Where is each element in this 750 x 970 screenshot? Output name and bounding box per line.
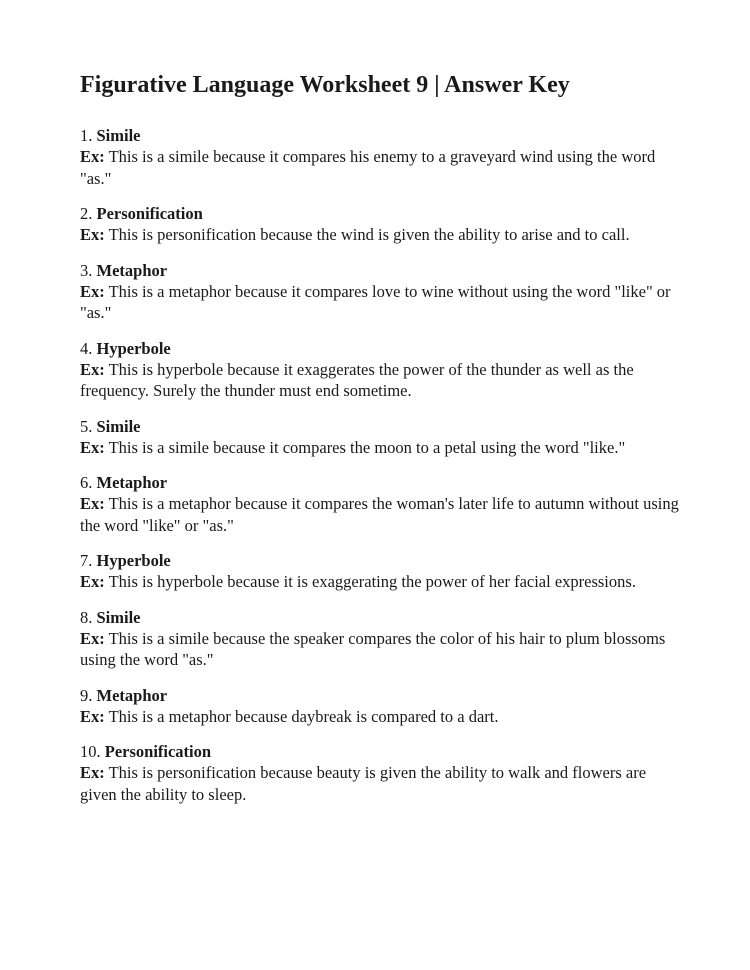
- answer-heading: [80, 338, 680, 359]
- answer-heading: [80, 125, 680, 146]
- answer-item: [80, 125, 680, 189]
- worksheet-page: [80, 70, 680, 819]
- answer-item: [80, 550, 680, 593]
- answer-explanation: [80, 224, 680, 246]
- answer-item: [80, 472, 680, 536]
- answer-explanation: [80, 571, 680, 593]
- answer-number: 5.: [80, 416, 93, 436]
- answer-number: 9.: [80, 685, 93, 705]
- explanation-text: This is personification because beauty is given the ability to walk and flowers are given the ability to sleep.: [80, 763, 647, 804]
- answer-number: 6.: [80, 473, 93, 492]
- answer-item: [80, 607, 680, 671]
- ex-label: Ex:: [80, 225, 105, 244]
- answer-number: 10.: [80, 742, 101, 761]
- answer-number: 1.: [80, 126, 93, 145]
- answer-number: 2.: [80, 204, 93, 223]
- answer-number: 7.: [80, 551, 93, 570]
- ex-label: Ex:: [80, 437, 105, 457]
- ex-label: Ex:: [80, 147, 105, 166]
- answer-explanation: [80, 146, 680, 189]
- answer-number: 8.: [80, 607, 93, 627]
- answer-heading: [80, 550, 680, 571]
- answer-explanation: [80, 706, 680, 728]
- explanation-text: This is hyperbole because it exaggerates the power of the thunder as well as the frequency. Surely the thunder must end sometime.: [80, 359, 634, 400]
- answer-explanation: [80, 493, 680, 536]
- answer-term: Metaphor: [96, 685, 168, 705]
- explanation-text: This is a metaphor because it compares love to wine without using the word "like" or "as.": [80, 281, 671, 322]
- answer-explanation: [80, 762, 680, 805]
- answer-term: Metaphor: [96, 473, 168, 492]
- answer-item: [80, 741, 680, 805]
- explanation-text: This is a simile because the speaker compares the color of his hair to plum blossoms using the word "as.": [80, 628, 666, 669]
- answer-term: Hyperbole: [96, 551, 171, 570]
- answer-heading: [80, 741, 680, 762]
- answer-term: Hyperbole: [96, 338, 171, 358]
- answer-term: Personification: [104, 742, 212, 761]
- ex-label: Ex:: [80, 628, 105, 648]
- explanation-text: This is a metaphor because it compares the woman's later life to autumn without using the word "like" or "as.": [80, 494, 679, 535]
- answer-item: [80, 203, 680, 246]
- answer-heading: [80, 472, 680, 493]
- explanation-text: This is personification because the wind is given the ability to arise and to call.: [108, 225, 630, 244]
- answer-number: 4.: [80, 338, 93, 358]
- ex-label: Ex:: [80, 572, 105, 591]
- answer-explanation: [80, 359, 680, 402]
- answer-heading: [80, 607, 680, 628]
- ex-label: Ex:: [80, 494, 105, 513]
- answer-term: Personification: [96, 204, 203, 223]
- page-title: Figurative Language Worksheet 9 | Answer Key: [80, 72, 570, 98]
- answer-heading: [80, 685, 680, 706]
- answer-item: [80, 685, 680, 728]
- answer-explanation: [80, 628, 680, 671]
- answer-item: [80, 416, 680, 459]
- explanation-text: This is a metaphor because daybreak is compared to a dart.: [108, 706, 499, 726]
- answer-number: 3.: [80, 260, 93, 280]
- ex-label: Ex:: [80, 281, 105, 301]
- ex-label: Ex:: [80, 763, 105, 782]
- answer-term: Simile: [96, 416, 141, 436]
- answer-term: Simile: [96, 607, 141, 627]
- answer-term: Metaphor: [96, 260, 168, 280]
- answer-explanation: [80, 437, 680, 459]
- answer-item: [80, 260, 680, 324]
- answer-item: [80, 338, 680, 402]
- explanation-text: This is hyperbole because it is exaggerating the power of her facial expressions.: [108, 572, 636, 591]
- answer-heading: [80, 203, 680, 224]
- explanation-text: This is a simile because it compares his enemy to a graveyard wind using the word "as.": [80, 147, 656, 188]
- answer-explanation: [80, 281, 680, 324]
- answer-term: Simile: [96, 126, 141, 145]
- ex-label: Ex:: [80, 706, 105, 726]
- ex-label: Ex:: [80, 359, 105, 379]
- answer-heading: [80, 260, 680, 281]
- explanation-text: This is a simile because it compares the moon to a petal using the word "like.": [108, 437, 626, 457]
- answer-heading: [80, 416, 680, 437]
